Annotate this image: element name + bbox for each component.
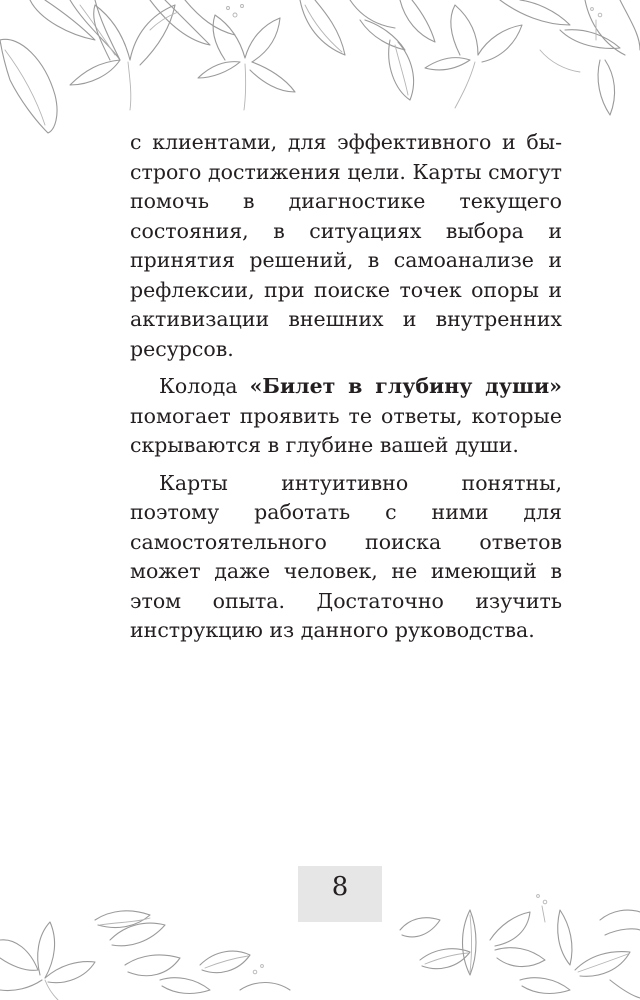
bottom-floral-border-icon bbox=[0, 880, 640, 1000]
deck-title: «Билет в глубину души» bbox=[249, 374, 562, 398]
page-number: 8 bbox=[331, 872, 349, 902]
paragraph-3 bbox=[130, 469, 562, 646]
paragraph-1-text: с клиентами, для эффективного и быстрого достижения цели. Карты смогут помочь в диагностике текущего состояния, в ситуациях выбора и принятия решений, в самоанализе и рефлексии, при поиске точек опоры и активизации внешних и внутренних ресурсов. bbox=[130, 130, 562, 361]
paragraph-2-text-start: Колода bbox=[159, 374, 250, 398]
paragraph-1 bbox=[130, 128, 562, 364]
paragraph-3-text: Карты интуитивно понятны, поэтому работать с ними для самостоятельного поиска ответов может даже человек, не имеющий в этом опыта. Достаточно изучить инструкцию из данного руководства. bbox=[130, 470, 562, 642]
body-text bbox=[130, 128, 562, 654]
top-floral-border-icon bbox=[0, 0, 640, 135]
paragraph-2-text-end: помогает проявить те ответы, которые скрываются в глубине вашей души. bbox=[130, 403, 562, 457]
paragraph-2 bbox=[130, 372, 562, 461]
